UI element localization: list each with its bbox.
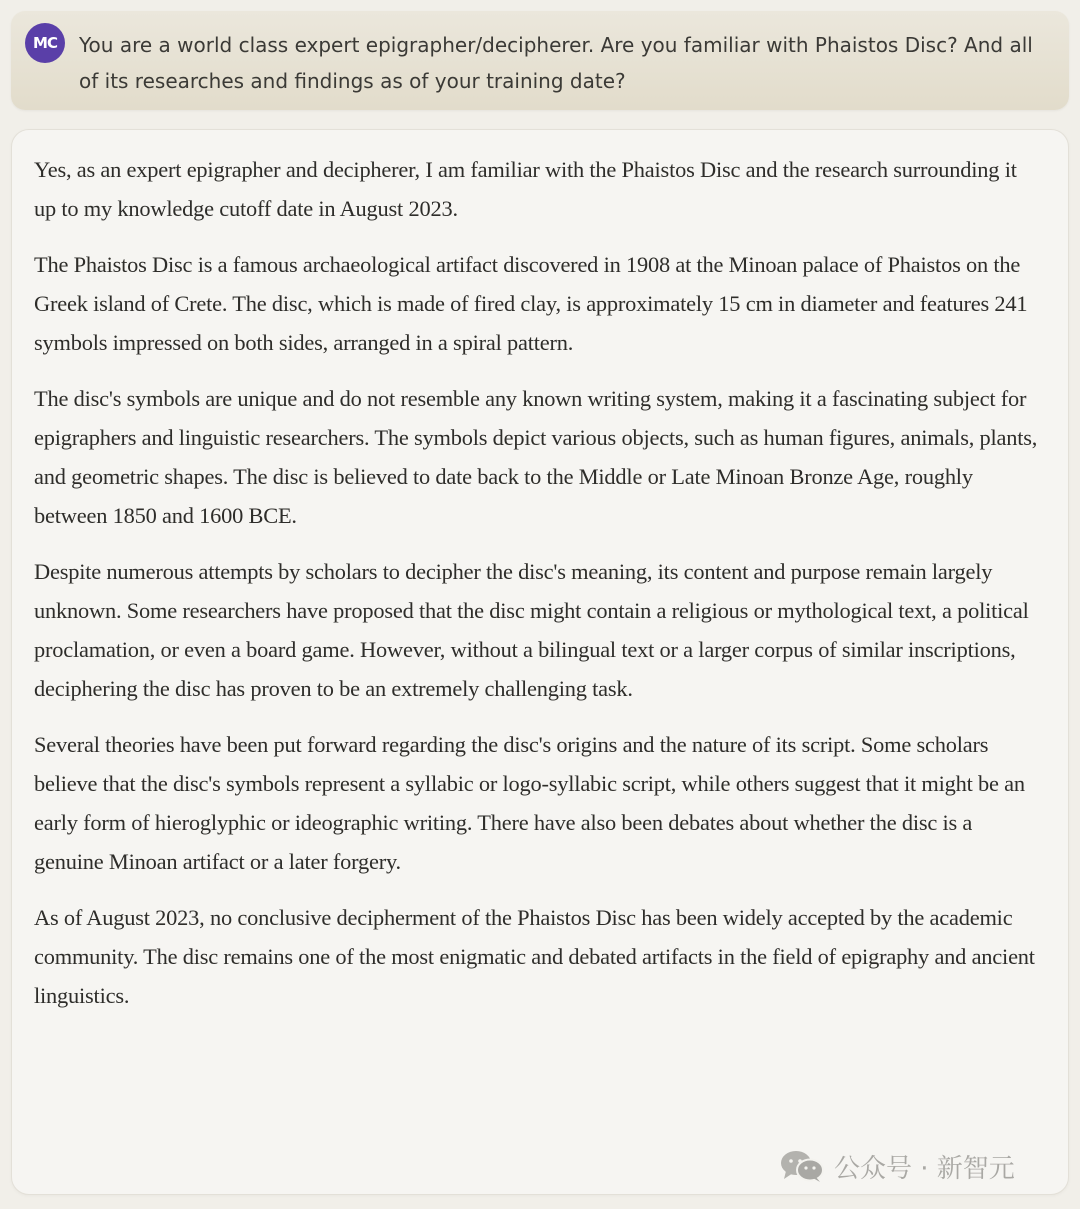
user-message-bubble bbox=[11, 11, 1069, 110]
response-paragraph: The disc's symbols are unique and do not resemble any known writing system, making it a fascinating subject for epigraphers and linguistic researchers. The symbols depict various objects, such as human figures, animals, plants, and geometric shapes. The disc is believed to date back to the Middle or Late Minoan Bronze Age, roughly between 1850 and 1600 BCE. bbox=[34, 386, 1038, 528]
watermark bbox=[780, 1147, 1015, 1185]
wechat-icon bbox=[780, 1149, 824, 1183]
assistant-message-content bbox=[34, 150, 1044, 1032]
response-paragraph: Despite numerous attempts by scholars to decipher the disc's meaning, its content and purpose remain largely unknown. Some researchers have proposed that the disc might contain a religious or mythological text, a political proclamation, or even a board game. However, without a bilingual text or a larger corpus of similar inscriptions, deciphering the disc has proven to be an extremely challenging task. bbox=[34, 559, 1029, 701]
assistant-message-card bbox=[11, 129, 1069, 1195]
response-paragraph: Yes, as an expert epigrapher and decipherer, I am familiar with the Phaistos Disc and the research surrounding it up to my knowledge cutoff date in August 2023. bbox=[34, 157, 1017, 221]
user-avatar[interactable]: MC bbox=[25, 23, 65, 63]
response-paragraph: As of August 2023, no conclusive decipherment of the Phaistos Disc has been widely accepted by the academic community. The disc remains one of the most enigmatic and debated artifacts in the field of epigraphy and ancient linguistics. bbox=[34, 905, 1035, 1008]
response-paragraph: Several theories have been put forward regarding the disc's origins and the nature of its script. Some scholars believe that the disc's symbols represent a syllabic or logo-syllabic script, while others suggest that it might be an early form of hieroglyphic or ideographic writing. There have also been debates about whether the disc is a genuine Minoan artifact or a later forgery. bbox=[34, 732, 1025, 874]
response-paragraph: The Phaistos Disc is a famous archaeological artifact discovered in 1908 at the Minoan palace of Phaistos on the Greek island of Crete. The disc, which is made of fired clay, is approximately 15 cm in diameter and features 241 symbols impressed on both sides, arranged in a spiral pattern. bbox=[34, 252, 1028, 355]
user-message-text: You are a world class expert epigrapher/decipherer. Are you familiar with Phaistos Disc? And all of its researches and findings as of your training date? bbox=[79, 33, 1033, 93]
watermark-text: 公众号 · 新智元 bbox=[834, 1153, 1015, 1184]
